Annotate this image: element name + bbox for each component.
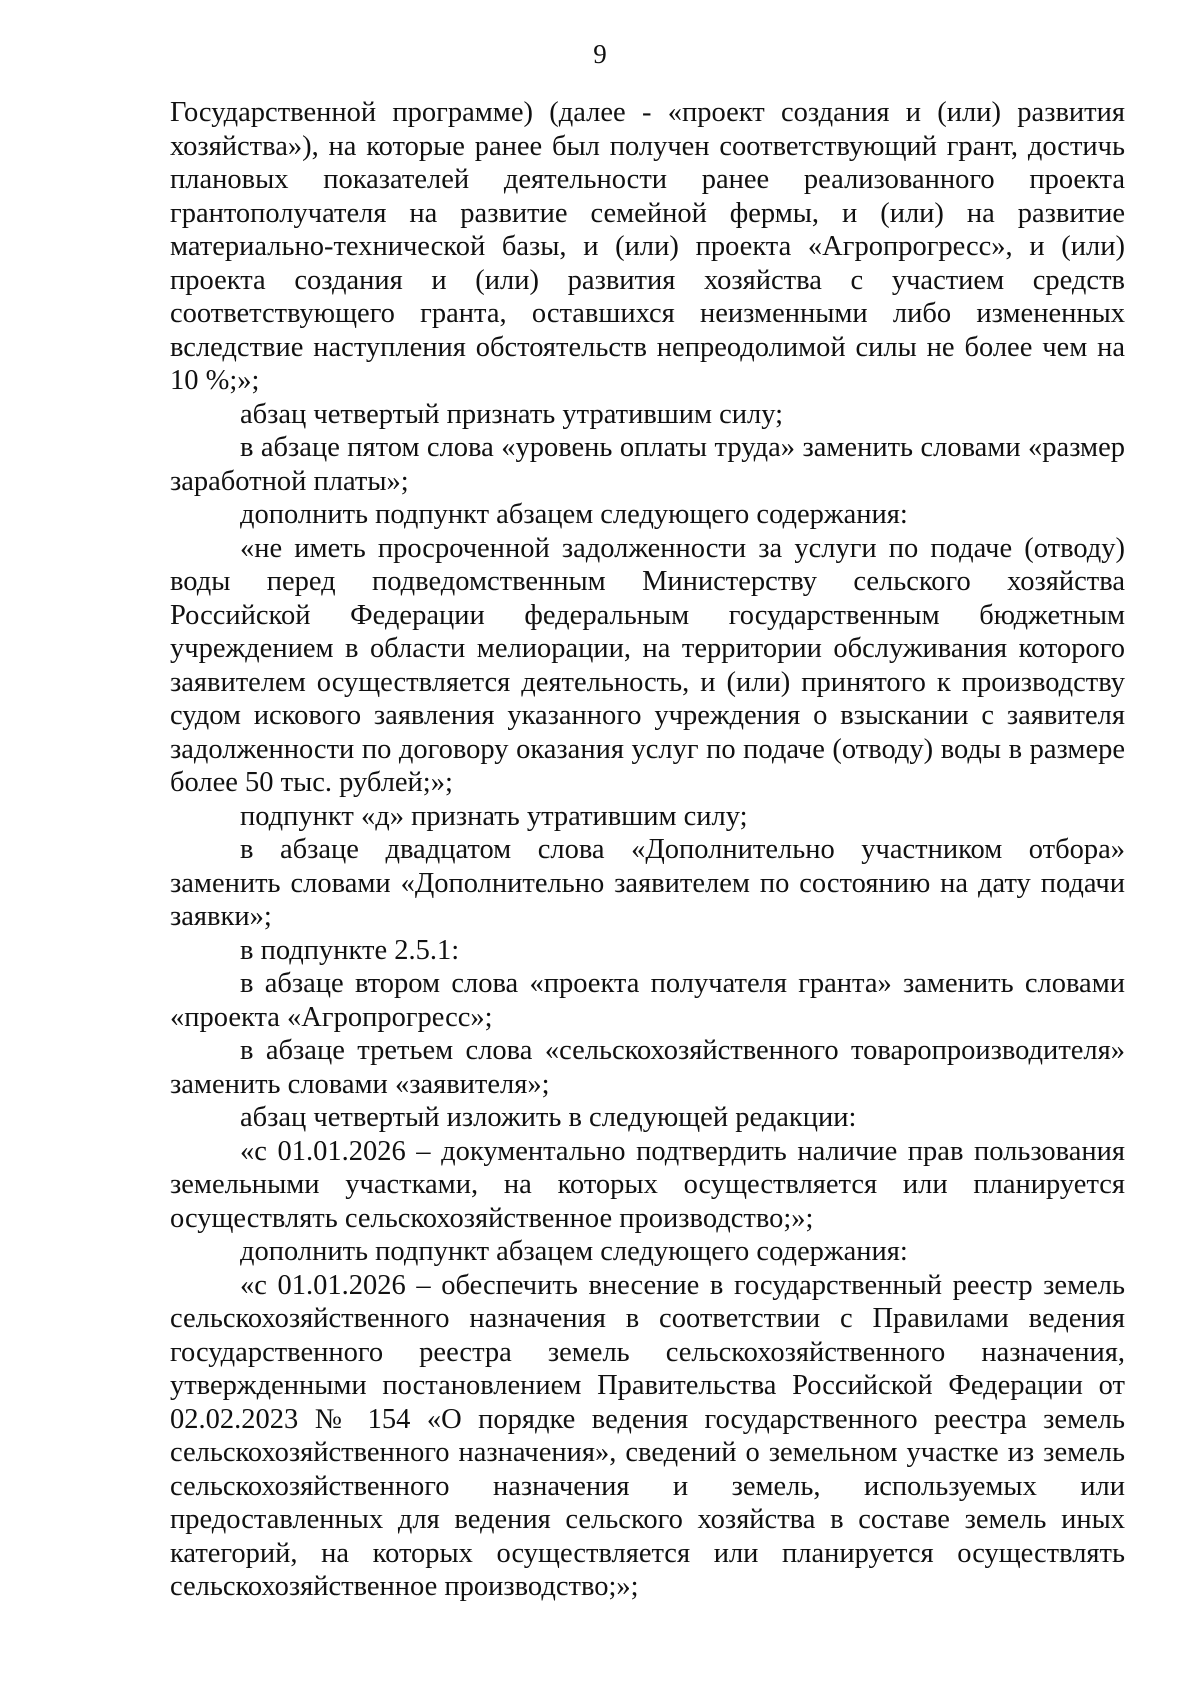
paragraph-subclause-heading: в подпункте 2.5.1: xyxy=(240,934,460,966)
paragraph-continuation: Государственной программе) (далее - «проект создания и (или) развития хозяйства»), на которые ранее был получен соответствующий грант, достичь плановых показателей деятельности ранее реализованного проекта грантополучателя на развитие семейной фермы, и (или) на развитие материально-технической базы, и (или) проекта «Агропрогресс», и (или) проекта создания и (или) развития хозяйства с участием средств соответствующего гранта, оставшихся неизменными либо измененных вследствие наступления обстоятельств непреодолимой силы не более чем на 10 %;»; xyxy=(170,97,1125,396)
paragraph-amendment: абзац четвертый признать утратившим силу; xyxy=(240,398,784,430)
paragraph-amendment: в абзаце пятом слова «уровень оплаты труда» заменить словами «размер заработной платы»; xyxy=(170,432,1125,497)
paragraph-amendment: абзац четвертый изложить в следующей редакции: xyxy=(240,1102,857,1133)
paragraph-amendment: в абзаце двадцатом слова «Дополнительно участником отбора» заменить словами «Дополнительно заявителем по состоянию на дату подачи заявки»; xyxy=(170,834,1125,932)
paragraph-quoted-text: «с 01.01.2026 – обеспечить внесение в государственный реестр земель сельскохозяйственного назначения в соответствии с Правилами ведения государственного реестра земель сельскохозяйственного назначения, утвержденными постановлением Правительства Российской Федерации от 02.02.2023 № 154 «О порядке ведения государственного реестра земель сельскохозяйственного назначения», сведений о земельном участке из земель сельскохозяйственного назначения и земель, используемых или предоставленных для ведения сельского хозяйства в составе земель иных категорий, на которых осуществляется или планируется осуществлять сельскохозяйственное производство;»; xyxy=(170,1269,1125,1602)
paragraph-amendment: в абзаце втором слова «проекта получателя гранта» заменить словами «проекта «Агропрогресс»; xyxy=(170,968,1125,1033)
document-body xyxy=(170,96,1125,1604)
paragraph-quoted-text: «не иметь просроченной задолженности за услуги по подаче (отводу) воды перед подведомственным Министерству сельского хозяйства Российской Федерации федеральным государственным бюджетным учреждением в области мелиорации, на территории обслуживания которого заявителем осуществляется деятельность, и (или) принятого к производству судом искового заявления указанного учреждения о взыскании с заявителя задолженности по договору оказания услуг по подаче (отводу) воды в размере более 50 тыс. рублей;»; xyxy=(170,532,1125,798)
paragraph-amendment: дополнить подпункт абзацем следующего содержания: xyxy=(240,499,908,530)
page-number: 9 xyxy=(593,39,607,69)
paragraph-amendment: в абзаце третьем слова «сельскохозяйственного товаропроизводителя» заменить словами «заявителя»; xyxy=(170,1035,1125,1100)
paragraph-quoted-text: «с 01.01.2026 – документально подтвердить наличие прав пользования земельными участками, на которых осуществляется или планируется осуществлять сельскохозяйственное производство;»; xyxy=(170,1135,1125,1234)
paragraph-amendment: подпункт «д» признать утратившим силу; xyxy=(240,800,748,832)
paragraph-amendment: дополнить подпункт абзацем следующего содержания: xyxy=(240,1236,908,1267)
